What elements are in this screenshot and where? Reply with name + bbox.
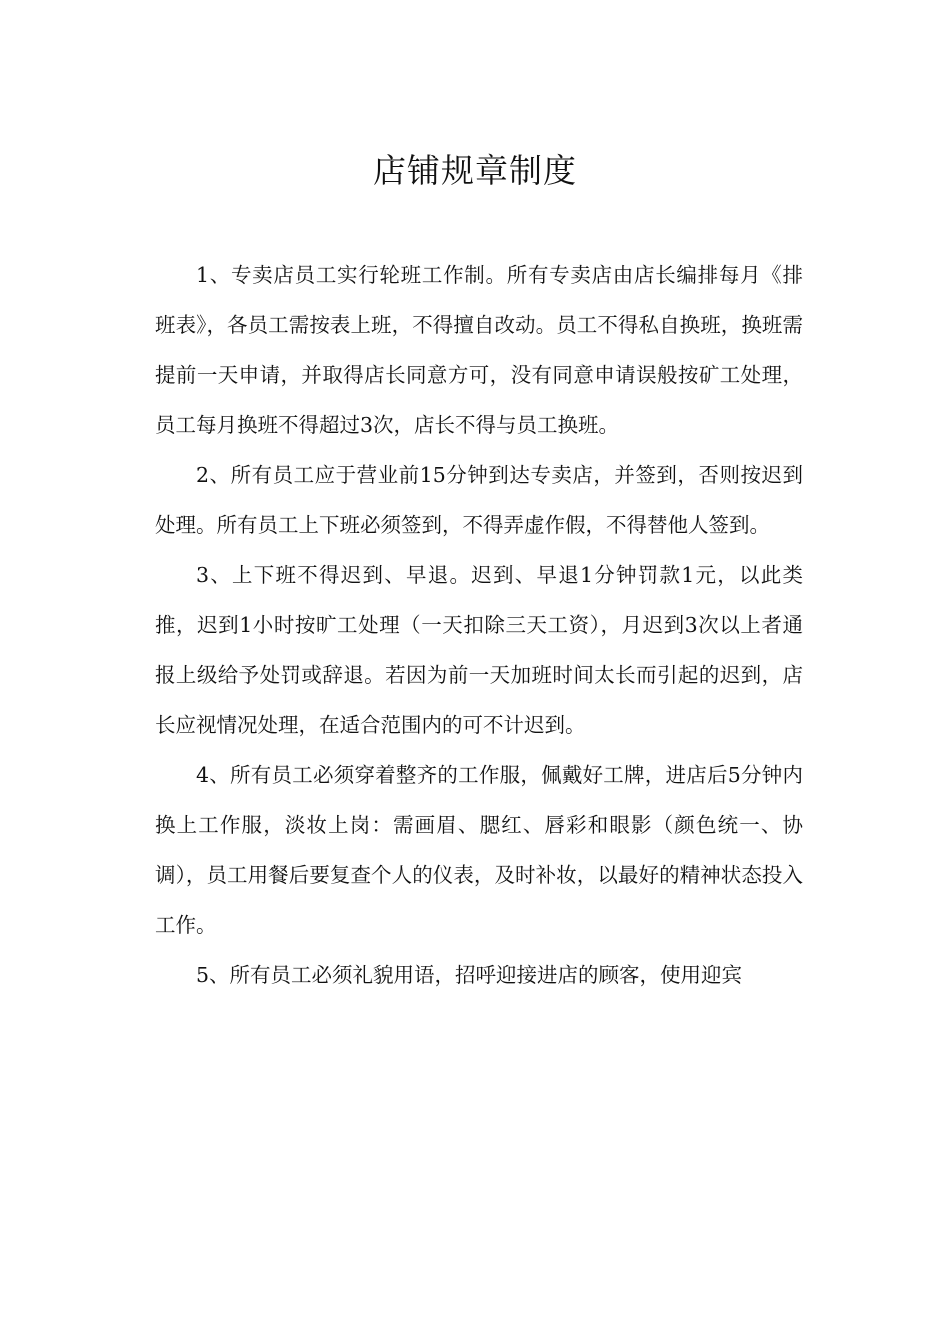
document-body xyxy=(155,250,803,1000)
paragraph-2: 2、所有员工应于营业前15分钟到达专卖店，并签到，否则按迟到处理。所有员工上下班必须签到，不得弄虚作假，不得替他人签到。 xyxy=(155,463,803,537)
paragraph-5: 5、所有员工必须礼貌用语，招呼迎接进店的顾客，使用迎宾 xyxy=(196,963,743,987)
document-title: 店铺规章制度 xyxy=(373,151,577,190)
paragraph-3: 3、上下班不得迟到、早退。迟到、早退1分钟罚款1元，以此类推，迟到1小时按旷工处理（一天扣除三天工资），月迟到3次以上者通报上级给予处罚或辞退。若因为前一天加班时间太长而引起的迟到，店长应视情况处理，在适合范围内的可不计迟到。 xyxy=(155,563,803,737)
paragraph-1: 1、专卖店员工实行轮班工作制。所有专卖店由店长编排每月《排班表》，各员工需按表上班，不得擅自改动。员工不得私自换班，换班需提前一天申请，并取得店长同意方可，没有同意申请误般按矿工处理，员工每月换班不得超过3次，店长不得与员工换班。 xyxy=(155,263,803,437)
paragraph-4: 4、所有员工必须穿着整齐的工作服，佩戴好工牌，进店后5分钟内换上工作服，淡妆上岗：需画眉、腮红、唇彩和眼影（颜色统一、协调），员工用餐后要复查个人的仪表，及时补妆，以最好的精神状态投入工作。 xyxy=(155,763,803,937)
